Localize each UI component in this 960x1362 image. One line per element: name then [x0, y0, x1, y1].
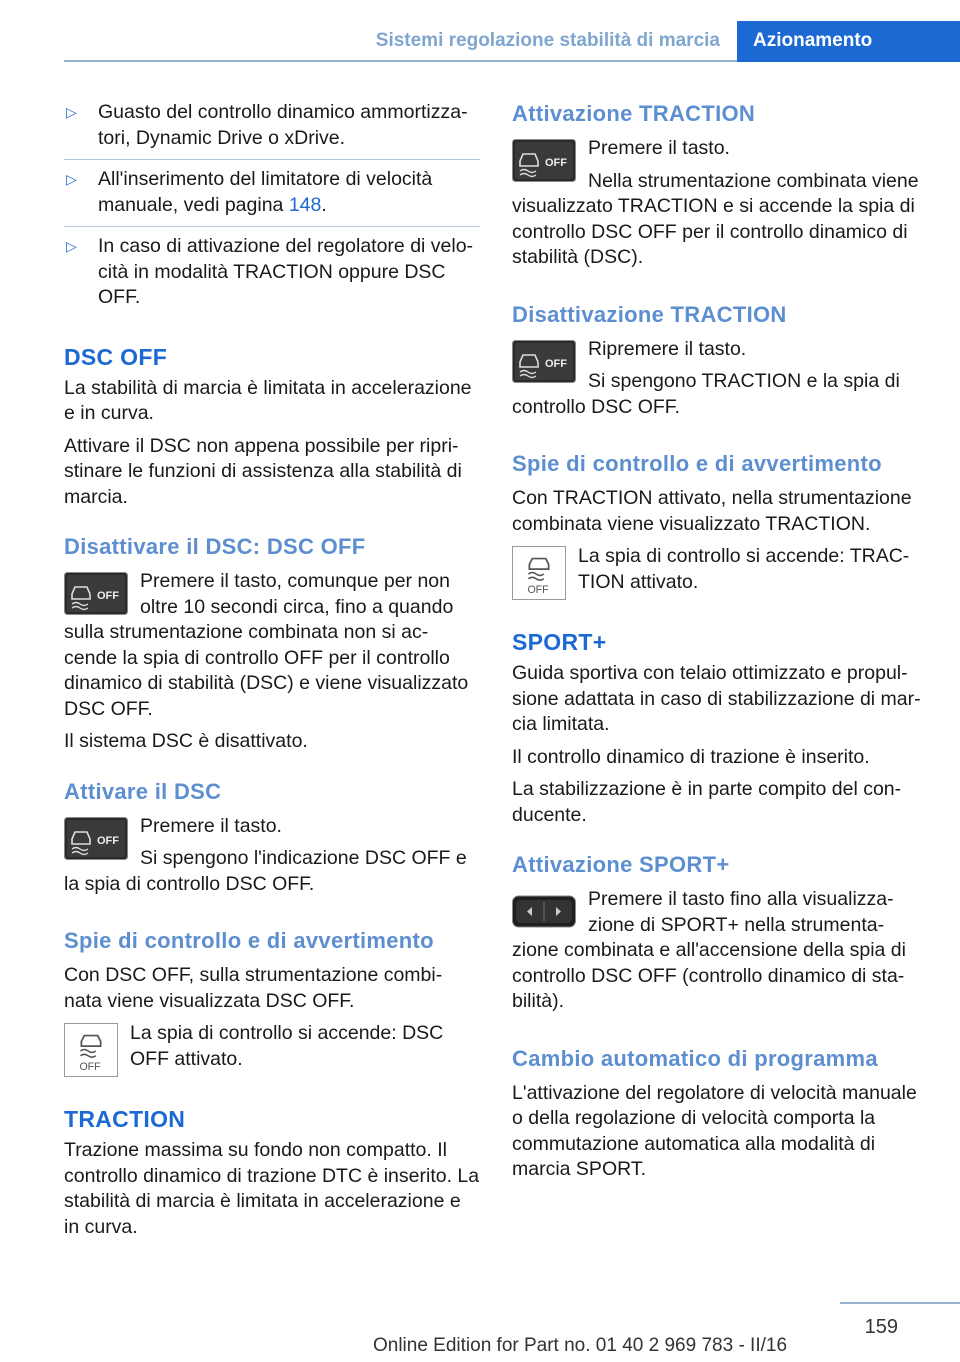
footer-rule: [840, 1302, 960, 1304]
sport-plus-heading: SPORT+: [512, 629, 607, 655]
paragraph: Il controllo dinamico di trazione è inserito.: [512, 745, 870, 768]
indicator-block: [64, 1021, 480, 1081]
dsc-off-button-icon: [512, 139, 576, 182]
paragraph: Nella strumentazione combinata viene visualizzato TRACTION e si accende la spia di controllo DSC OFF per il controllo dinamico di stabilità (DSC).: [512, 169, 919, 268]
paragraph: Si spengono TRACTION e la spia di controllo DSC OFF.: [512, 370, 900, 418]
left-column: [64, 100, 480, 1247]
svg-text:OFF: OFF: [97, 590, 119, 602]
paragraph: Premere il tasto.: [588, 137, 730, 159]
paragraph: La stabilizzazione è in parte compito del con‐ducente.: [512, 778, 902, 826]
svg-text:OFF: OFF: [97, 834, 119, 847]
svg-text:OFF: OFF: [545, 157, 567, 169]
triangle-bullet-icon: ▷: [66, 171, 77, 187]
activate-dsc-heading: Attivare il DSC: [64, 778, 222, 804]
svg-text:OFF: OFF: [527, 584, 549, 597]
triangle-bullet-icon: ▷: [66, 238, 77, 254]
list-item: ▷ In caso di attivazione del regolatore di velo‐cità in modalità TRACTION oppure DSC OFF.: [66, 235, 474, 308]
paragraph: Premere il tasto, comunque per non oltre 10 secondi circa, fino a quando sulla strumentazione combinata non si ac‐cende la spia di controllo OFF per il controllo dinamico di stabilità (DSC) e viene visualizzato DSC OFF.: [64, 570, 469, 720]
drive-mode-rocker-icon: [512, 890, 576, 933]
dsc-off-lamp-icon: [64, 1023, 118, 1077]
edition-note: Online Edition for Part no. 01 40 2 969 783 - II/16: [372, 1335, 788, 1356]
page-header: [0, 0, 960, 62]
activate-sport-heading: Attivazione SPORT+: [512, 852, 730, 877]
paragraph: Ripremere il tasto.: [588, 337, 747, 360]
list-item: ▷ Guasto del controllo dinamico ammortizza‐tori, Dynamic Drive o xDrive.: [64, 100, 480, 160]
traction-heading: TRACTION: [64, 1106, 186, 1132]
indicator-block: [512, 544, 928, 604]
paragraph: Premere il tasto fino alla visualizza‐zione di SPORT+ nella strumenta‐zione combinata e all'accensione della spia di controllo DSC OFF (controllo dinamico di sta‐bilità).: [512, 888, 906, 1012]
instruction-block: [64, 569, 480, 729]
chapter-tab: Azionamento: [737, 21, 960, 62]
warning-lamps-heading: Spie di controllo e di avvertimento: [512, 451, 882, 476]
dsc-off-button-icon: [64, 817, 128, 860]
paragraph: L'attivazione del regolatore di velocità manuale o della regolazione di velocità comporta la commutazione automatica alla modalità di marcia SPORT.: [512, 1081, 917, 1180]
auto-program-change-heading: Cambio automatico di programma: [512, 1045, 878, 1071]
instruction-block: [512, 887, 928, 1022]
paragraph: Con DSC OFF, sulla strumentazione combi‐nata viene visualizzata DSC OFF.: [64, 964, 443, 1012]
triangle-bullet-icon: ▷: [66, 104, 77, 120]
warning-lamps-heading: Spie di controllo e di avvertimento: [64, 928, 434, 953]
dsc-off-button-icon: [512, 340, 576, 383]
section-title: Sistemi regolazione stabilità di marcia: [375, 30, 720, 51]
instruction-block: [512, 337, 928, 428]
paragraph: Attivare il DSC non appena possibile per ripri‐stinare le funzioni di assistenza alla stabilità di marcia.: [64, 434, 462, 508]
svg-text:OFF: OFF: [79, 1061, 101, 1074]
activate-traction-heading: Attivazione TRACTION: [512, 101, 756, 126]
page-number: 159: [864, 1316, 898, 1338]
dsc-off-lamp-icon: [512, 546, 566, 600]
deactivate-traction-heading: Disattivazione TRACTION: [512, 301, 787, 327]
paragraph: Trazione massima su fondo non compatto. Il controllo dinamico di trazione DTC è inserito. La stabilità di marcia è limitata in accelerazione e in curva.: [64, 1139, 480, 1238]
list-item: ▷ All'inserimento del limitatore di velocità manuale, vedi pagina 148.: [64, 167, 480, 227]
instruction-block: [64, 814, 480, 905]
paragraph: Si spengono l'indicazione DSC OFF e la spia di controllo DSC OFF.: [64, 847, 467, 895]
dsc-off-button-icon: [64, 572, 128, 615]
paragraph: La spia di controllo si accende: DSC OFF attivato.: [130, 1022, 444, 1070]
paragraph: La spia di controllo si accende: TRAC‐TION attivato.: [578, 545, 910, 593]
dsc-off-heading: DSC OFF: [64, 343, 168, 370]
condition-list: [64, 100, 480, 319]
paragraph: Con TRACTION attivato, nella strumentazione combinata viene visualizzato TRACTION.: [512, 487, 912, 535]
paragraph: Guida sportiva con telaio ottimizzato e propul‐sione adattata in caso di stabilizzazione di mar‐cia limitata.: [512, 662, 921, 735]
paragraph: Premere il tasto.: [140, 814, 282, 837]
paragraph: Il sistema DSC è disattivato.: [64, 730, 308, 752]
page-reference-link[interactable]: 148: [288, 193, 322, 216]
svg-text:OFF: OFF: [545, 357, 567, 370]
paragraph: La stabilità di marcia è limitata in accelerazione e in curva.: [64, 376, 472, 424]
right-column: [512, 100, 928, 1190]
instruction-block: [512, 136, 928, 278]
header-rule: [64, 60, 737, 62]
deactivate-dsc-heading: Disattivare il DSC: DSC OFF: [64, 534, 366, 559]
